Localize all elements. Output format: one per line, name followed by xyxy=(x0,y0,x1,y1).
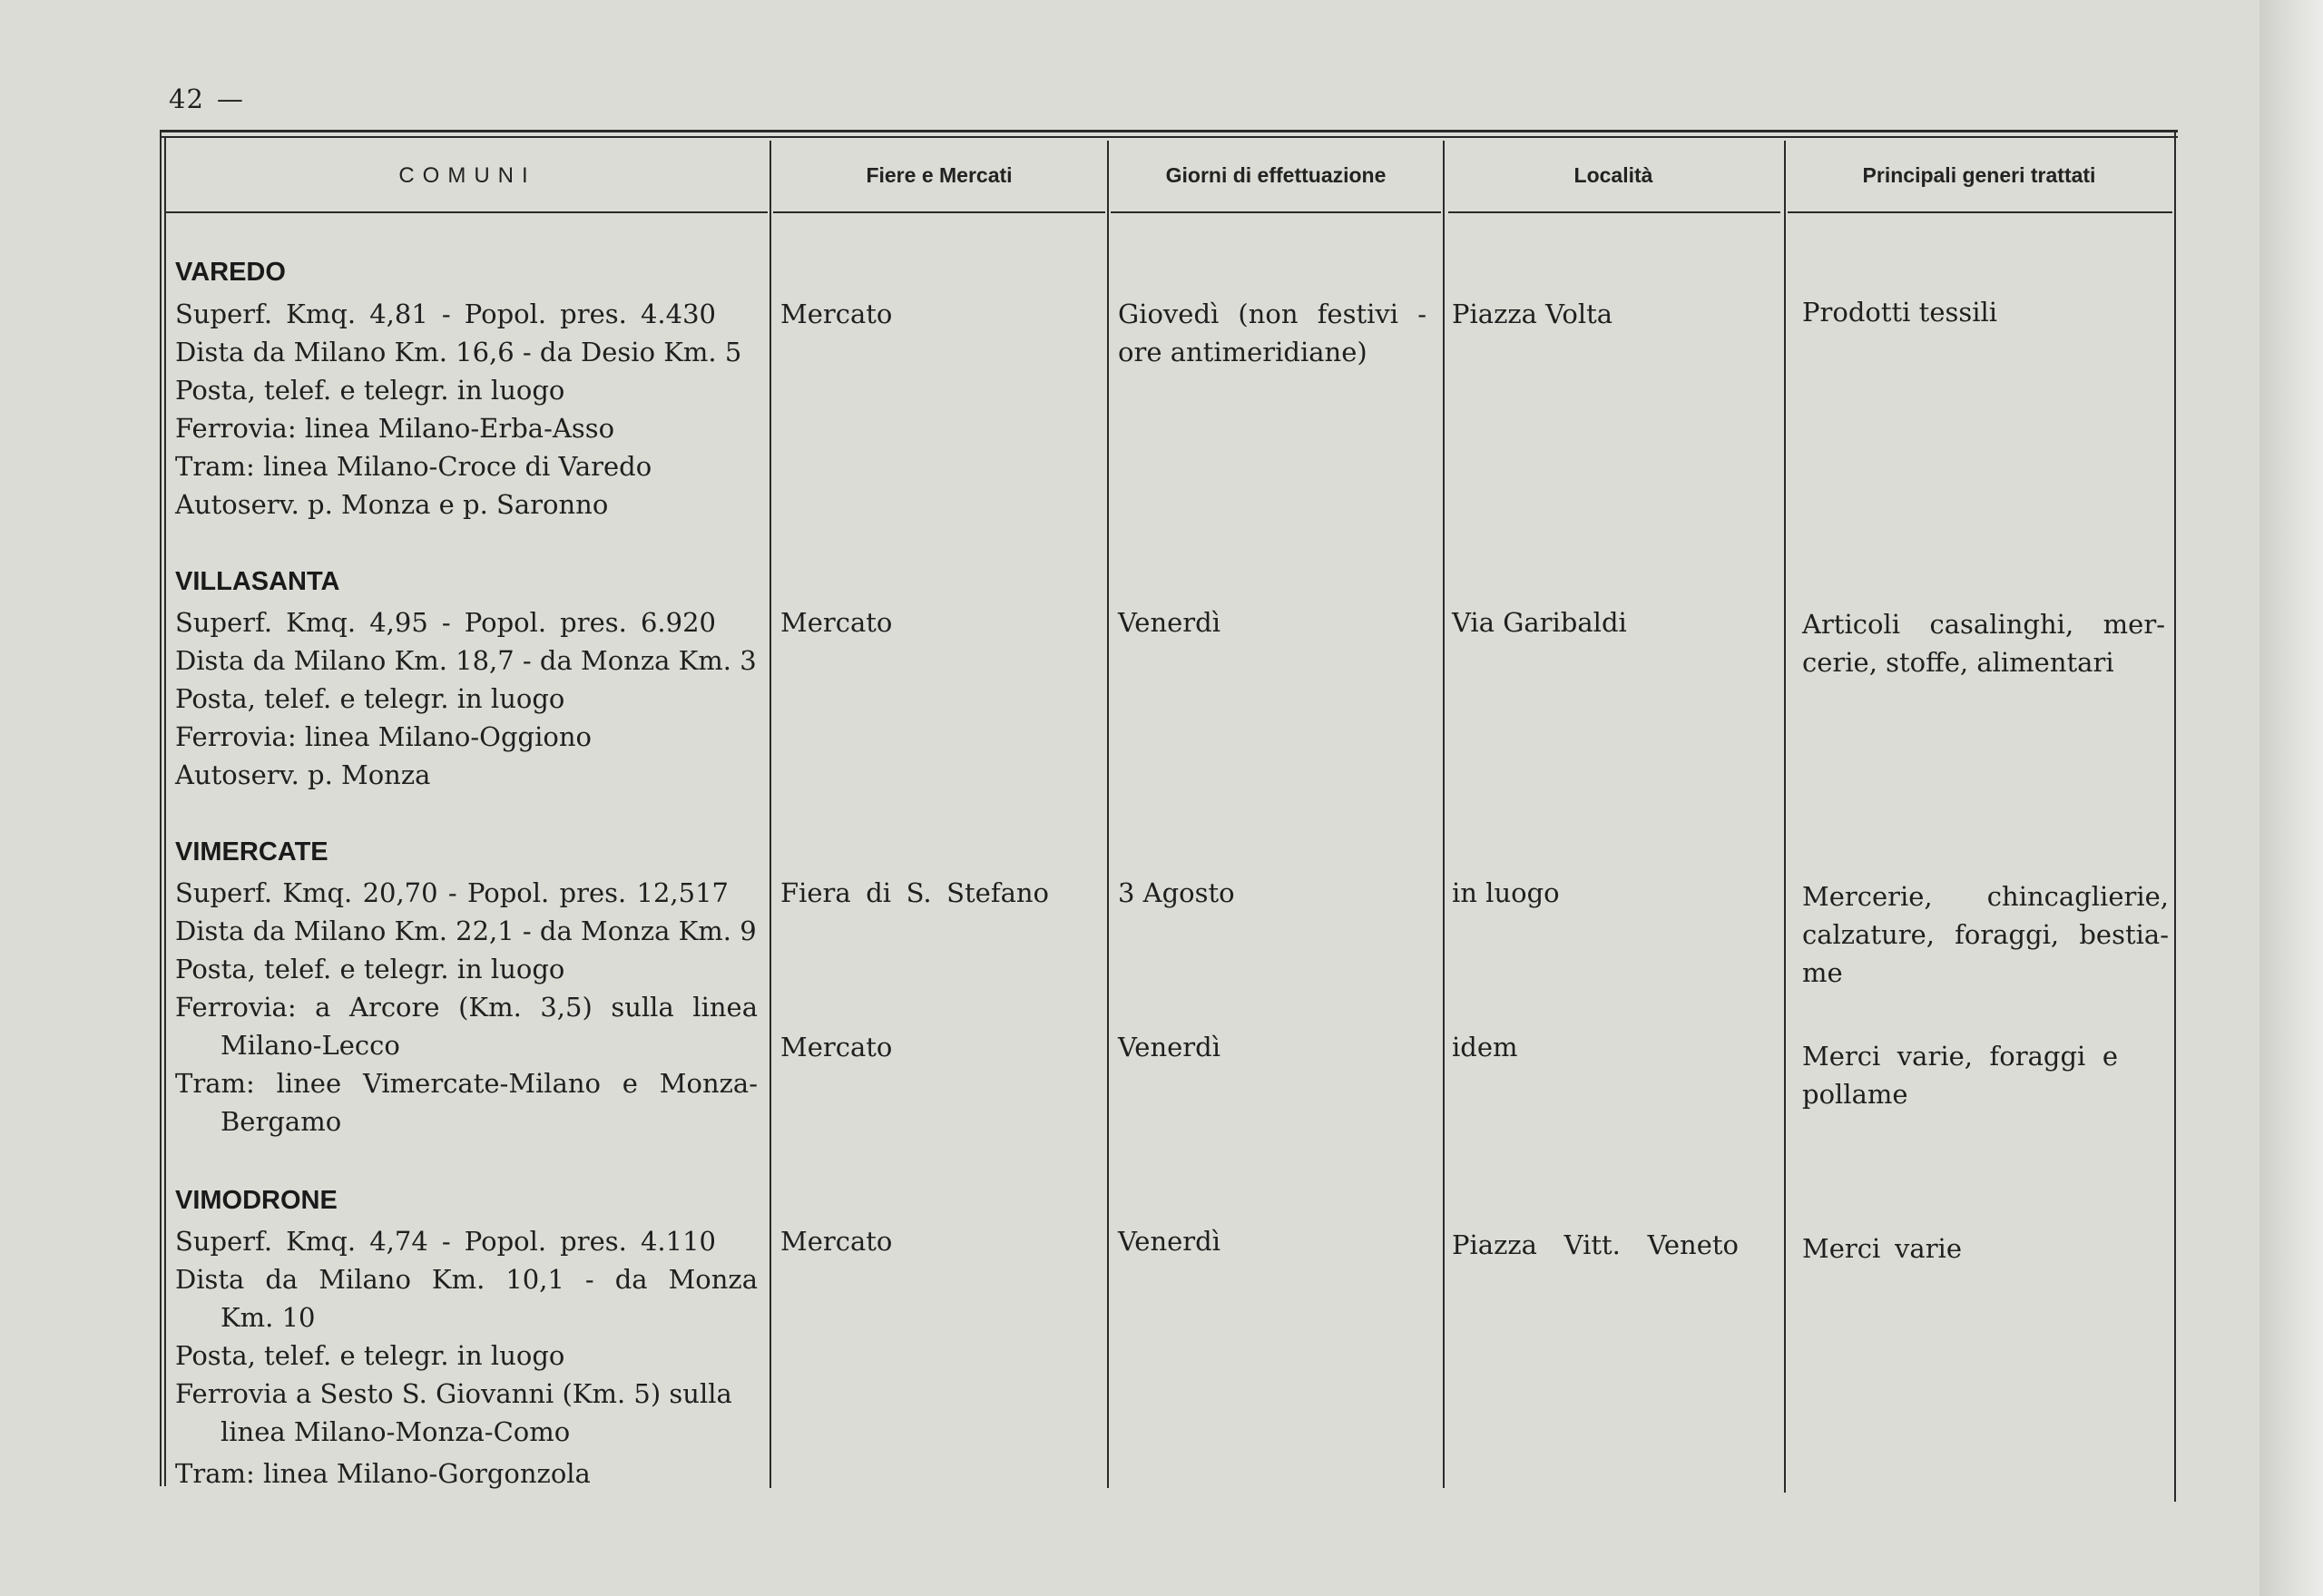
comune-detail-line: Dista da Milano Km. 10,1 - da Monza xyxy=(175,1264,758,1295)
comune-detail-line: Tram: linea Milano-Gorgonzola xyxy=(175,1458,591,1489)
event-days: Venerdì xyxy=(1118,1032,1220,1062)
comune-detail-line: Posta, telef. e telegr. in luogo xyxy=(175,954,565,984)
comune-detail-line: Tram: linee Vimercate-Milano e Monza- xyxy=(175,1068,758,1099)
comune-detail-line: Ferrovia: linea Milano-Oggiono xyxy=(175,721,592,752)
comune-detail-line: Posta, telef. e telegr. in luogo xyxy=(175,683,565,714)
comune-detail-line: Posta, telef. e telegr. in luogo xyxy=(175,1340,565,1371)
header-generi: Principali generi trattati xyxy=(1862,163,2096,187)
comune-detail-line: Ferrovia: a Arcore (Km. 3,5) sulla linea xyxy=(175,992,758,1023)
comune-detail-line: Autoserv. p. Monza e p. Saronno xyxy=(175,489,609,520)
header-underline-fiere xyxy=(773,211,1105,213)
event-days: ore antimeridiane) xyxy=(1118,337,1367,367)
comune-detail-line: Dista da Milano Km. 16,6 - da Desio Km. 5 xyxy=(175,337,742,367)
header-underline-giorni xyxy=(1111,211,1441,213)
table-top-rule xyxy=(160,130,2178,132)
event-days: 3 Agosto xyxy=(1118,877,1235,908)
event-goods: me xyxy=(1802,957,1843,988)
comune-detail-line: Superf. Kmq. 20,70 - Popol. pres. 12,517 xyxy=(175,877,729,908)
comune-detail-line: Ferrovia: linea Milano-Erba-Asso xyxy=(175,413,615,444)
comune-name: VILLASANTA xyxy=(175,567,340,596)
comune-detail-line: Ferrovia a Sesto S. Giovanni (Km. 5) sulla xyxy=(175,1378,732,1409)
event-type: Mercato xyxy=(780,607,893,638)
event-goods: Mercerie, chincaglierie, xyxy=(1802,881,2169,912)
header-fiere-mercati: Fiere e Mercati xyxy=(866,163,1013,187)
comune-detail-line: Dista da Milano Km. 22,1 - da Monza Km. 9 xyxy=(175,915,757,946)
event-location: Via Garibaldi xyxy=(1452,607,1627,638)
event-goods: calzature, foraggi, bestia- xyxy=(1802,919,2169,950)
event-type: Mercato xyxy=(780,1032,893,1062)
table-right-border xyxy=(2174,130,2176,1502)
event-location: Piazza Volta xyxy=(1452,299,1613,329)
event-goods: Merci varie xyxy=(1802,1233,1962,1264)
event-goods: pollame xyxy=(1802,1079,1908,1110)
event-location: Piazza Vitt. Veneto xyxy=(1452,1229,1739,1260)
event-location: in luogo xyxy=(1452,877,1560,908)
comune-detail-line: Milano-Lecco xyxy=(221,1030,400,1061)
event-goods: cerie, stoffe, alimentari xyxy=(1802,647,2114,678)
comune-detail-line: Superf. Kmq. 4,74 - Popol. pres. 4.110 xyxy=(175,1226,716,1257)
comune-detail-line: Tram: linea Milano-Croce di Varedo xyxy=(175,451,652,482)
column-divider xyxy=(1443,141,1445,1488)
page-edge xyxy=(2259,0,2323,1596)
event-days: Venerdì xyxy=(1118,607,1220,638)
page-number: 42 — xyxy=(169,83,244,114)
header-underline-comuni xyxy=(165,211,768,213)
header-localita: Località xyxy=(1573,163,1653,187)
comune-name: VIMODRONE xyxy=(175,1186,338,1215)
column-divider xyxy=(769,141,771,1488)
column-divider xyxy=(1784,141,1786,1493)
event-goods: Merci varie, foraggi e xyxy=(1802,1041,2118,1072)
header-comuni: COMUNI xyxy=(398,163,536,188)
table-left-border xyxy=(160,130,162,1486)
comune-detail-line: Autoserv. p. Monza xyxy=(175,759,431,790)
comune-detail-line: Superf. Kmq. 4,95 - Popol. pres. 6.920 xyxy=(175,607,716,638)
comune-detail-line: Posta, telef. e telegr. in luogo xyxy=(175,375,565,406)
comune-detail-line: Dista da Milano Km. 18,7 - da Monza Km. 3 xyxy=(175,645,757,676)
event-location: idem xyxy=(1452,1032,1518,1062)
event-type: Fiera di S. Stefano xyxy=(780,877,1049,908)
comune-detail-line: Km. 10 xyxy=(221,1302,316,1333)
event-days: Giovedì (non festivi - xyxy=(1118,299,1426,329)
comune-detail-line: linea Milano-Monza-Como xyxy=(221,1416,571,1447)
comune-name: VAREDO xyxy=(175,258,286,287)
event-type: Mercato xyxy=(780,299,893,329)
header-giorni: Giorni di effettuazione xyxy=(1165,163,1387,187)
column-divider xyxy=(1107,141,1109,1488)
event-goods: Articoli casalinghi, mer- xyxy=(1802,609,2165,640)
table-left-border-inner xyxy=(164,136,166,1486)
comune-name: VIMERCATE xyxy=(175,837,328,867)
header-underline-localita xyxy=(1448,211,1780,213)
table-top-rule-inner xyxy=(160,136,2178,138)
comune-detail-line: Superf. Kmq. 4,81 - Popol. pres. 4.430 xyxy=(175,299,716,329)
event-goods: Prodotti tessili xyxy=(1802,297,1998,328)
event-days: Venerdì xyxy=(1118,1226,1220,1257)
header-underline-generi xyxy=(1788,211,2172,213)
comune-detail-line: Bergamo xyxy=(221,1106,342,1137)
event-type: Mercato xyxy=(780,1226,893,1257)
